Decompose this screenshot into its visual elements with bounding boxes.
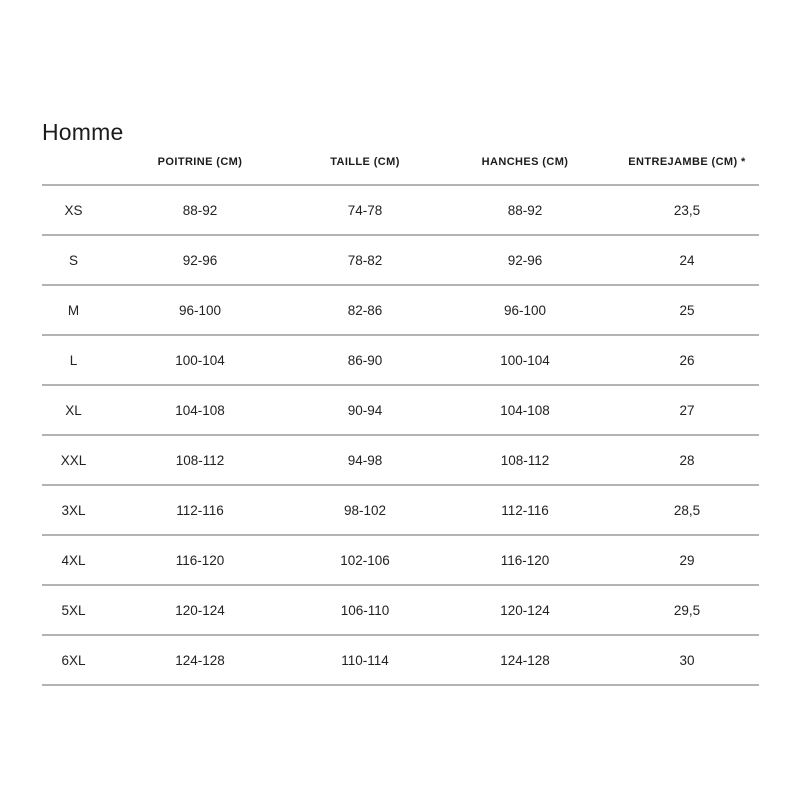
size-cell: XS (42, 185, 105, 235)
size-cell: 5XL (42, 585, 105, 635)
size-guide-section (42, 119, 759, 686)
value-cell: 102-106 (295, 535, 435, 585)
size-cell: M (42, 285, 105, 335)
table-row (42, 585, 759, 635)
value-cell: 96-100 (105, 285, 295, 335)
table-row (42, 285, 759, 335)
value-cell: 78-82 (295, 235, 435, 285)
value-cell: 82-86 (295, 285, 435, 335)
value-cell: 100-104 (105, 335, 295, 385)
value-cell: 110-114 (295, 635, 435, 685)
size-cell: 3XL (42, 485, 105, 535)
value-cell: 29 (615, 535, 759, 585)
value-cell: 90-94 (295, 385, 435, 435)
table-row (42, 235, 759, 285)
value-cell: 120-124 (435, 585, 615, 635)
value-cell: 29,5 (615, 585, 759, 635)
value-cell: 88-92 (105, 185, 295, 235)
size-cell: 4XL (42, 535, 105, 585)
value-cell: 94-98 (295, 435, 435, 485)
value-cell: 124-128 (435, 635, 615, 685)
value-cell: 30 (615, 635, 759, 685)
value-cell: 124-128 (105, 635, 295, 685)
value-cell: 100-104 (435, 335, 615, 385)
value-cell: 98-102 (295, 485, 435, 535)
value-cell: 25 (615, 285, 759, 335)
table-row (42, 335, 759, 385)
value-cell: 24 (615, 235, 759, 285)
value-cell: 116-120 (435, 535, 615, 585)
size-table-head (42, 146, 759, 185)
value-cell: 92-96 (105, 235, 295, 285)
value-cell: 26 (615, 335, 759, 385)
value-cell: 86-90 (295, 335, 435, 385)
size-table (42, 146, 759, 686)
table-row (42, 635, 759, 685)
table-row (42, 185, 759, 235)
value-cell: 106-110 (295, 585, 435, 635)
size-cell: S (42, 235, 105, 285)
value-cell: 27 (615, 385, 759, 435)
header-row (42, 146, 759, 185)
value-cell: 116-120 (105, 535, 295, 585)
table-row (42, 385, 759, 435)
value-cell: 23,5 (615, 185, 759, 235)
page-title: Homme (42, 119, 124, 145)
value-cell: 96-100 (435, 285, 615, 335)
measure-column-header: ENTREJAMBE (CM) * (615, 146, 759, 185)
size-column-header (42, 146, 105, 185)
value-cell: 104-108 (435, 385, 615, 435)
measure-column-header: HANCHES (CM) (435, 146, 615, 185)
value-cell: 28,5 (615, 485, 759, 535)
value-cell: 120-124 (105, 585, 295, 635)
table-row (42, 435, 759, 485)
value-cell: 104-108 (105, 385, 295, 435)
value-cell: 88-92 (435, 185, 615, 235)
value-cell: 28 (615, 435, 759, 485)
size-cell: L (42, 335, 105, 385)
size-cell: 6XL (42, 635, 105, 685)
measure-column-header: POITRINE (CM) (105, 146, 295, 185)
size-table-body (42, 185, 759, 685)
value-cell: 74-78 (295, 185, 435, 235)
size-cell: XXL (42, 435, 105, 485)
value-cell: 92-96 (435, 235, 615, 285)
value-cell: 112-116 (105, 485, 295, 535)
size-cell: XL (42, 385, 105, 435)
value-cell: 108-112 (435, 435, 615, 485)
value-cell: 112-116 (435, 485, 615, 535)
table-row (42, 535, 759, 585)
value-cell: 108-112 (105, 435, 295, 485)
table-row (42, 485, 759, 535)
measure-column-header: TAILLE (CM) (295, 146, 435, 185)
